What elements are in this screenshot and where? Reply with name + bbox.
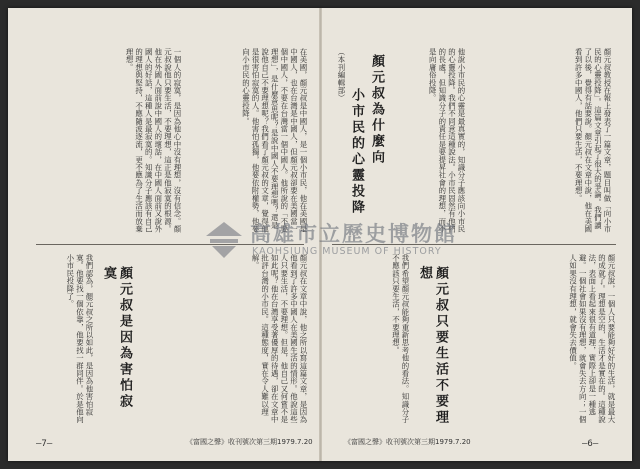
- right-page-number: —6—: [582, 439, 599, 449]
- left-body-upper-right: 在美國，顏元叔是中國人，是一個小市民，他在美國是中國人，也在台灣是中國人，但顏元叔卻要在美國當一個中國人，不要在台灣當一個中國人。他所說的「不要理想」，是什麼意思呢？是說中國人不要理想嗎？還是說他自己不要理想呢？我們看了顏元叔的文章，覺得他是很害怕寂寞的人。他害怕孤獨，他要依附權勢，他要向小市民的心靈投降。: [241, 48, 308, 233]
- right-body-upper-right: 顏元叔教授在報上發表了一篇文章，題目叫做「向小市民的心靈投降」。這篇文章引起了很大的爭論。我們讀了以後，覺得有話要說。顏元叔在文章中說，他在美國看到許多中國人，他們只要生活，不要理想。: [574, 48, 612, 233]
- left-headline: 顏元叔是因為害怕寂寞: [101, 266, 132, 410]
- right-footer: 《富國之聲》收刊號次第三期1979.7.20: [344, 438, 471, 446]
- right-body-upper-left: （本刊編輯部）: [337, 48, 346, 102]
- right-headline-top-line2: 小市民的心靈投降: [349, 88, 364, 216]
- right-body-lower-right: 顏元叔說，一個人只要能夠好好的生活，就是最大的成就了。理想是空的，生活才是實在的。這種說法，表面上看起來很有道理，實際上卻是一種逃避。一個社會如果沒有理想，就會失去方向；一個人如果沒有理想，就會失去價值。: [568, 254, 616, 424]
- left-body-lower-right: 顏元叔在文章中說，他之所以寫這篇文章，是因為他看到了許多中國人在美國生活的情形。他說這些人只要生活，不要理想。但是，他自己又何嘗不是如此呢？他在台灣享受著優厚的待遇，卻在文章中批評台灣的小市民。這種態度，實在令人難以理解。: [251, 254, 308, 424]
- watermark-subtitle: KAOHSIUNG MUSEUM OF HISTORY: [252, 246, 442, 257]
- right-headline-top-line1: 顏元叔為什麼向: [369, 54, 384, 166]
- right-body-lower-left: 我們希望顏元叔能夠重新思考他的看法。知識分子不應該只要生活，不要理想。: [391, 254, 410, 424]
- left-footer: 《富國之聲》收刊號次第三期1979.7.20: [186, 438, 313, 446]
- museum-logo-icon: [204, 220, 244, 260]
- left-body-upper-left: 一個人的寂寞，是因為他心中沒有理想，沒有信念。顏元叔說他只要生活，不要理想，這正是他寂寞的根源。他在外國人面前說中國人的壞話，在中國人面前又說外國人的好話，這種人是最寂寞的。知識分子應該有自己的理想與堅持，不應隨波逐流，更不應為了生活而放棄理想。: [125, 48, 182, 233]
- left-page-number: —7—: [36, 439, 53, 449]
- right-headline-bottom: 顏元叔只要生活不要理想: [417, 266, 448, 426]
- magazine-spread: [8, 8, 632, 461]
- left-body-lower-left: 我們認為，顏元叔之所以如此，是因為他害怕寂寞。他要找一個依靠，他要找一群同伴。於是他向小市民投降了。: [65, 254, 94, 424]
- museum-watermark: [204, 216, 464, 266]
- watermark-title: 高雄市立歷史博物館: [250, 222, 457, 246]
- right-body-upper-mid: 他說小市民的心靈是最真實的，知識分子應該向小市民的心靈投降。我們不同意這種說法。小市民固然有他們的長處，但知識分子的責任是要提昇社會的理想，而不是向庸俗投降。: [428, 48, 466, 233]
